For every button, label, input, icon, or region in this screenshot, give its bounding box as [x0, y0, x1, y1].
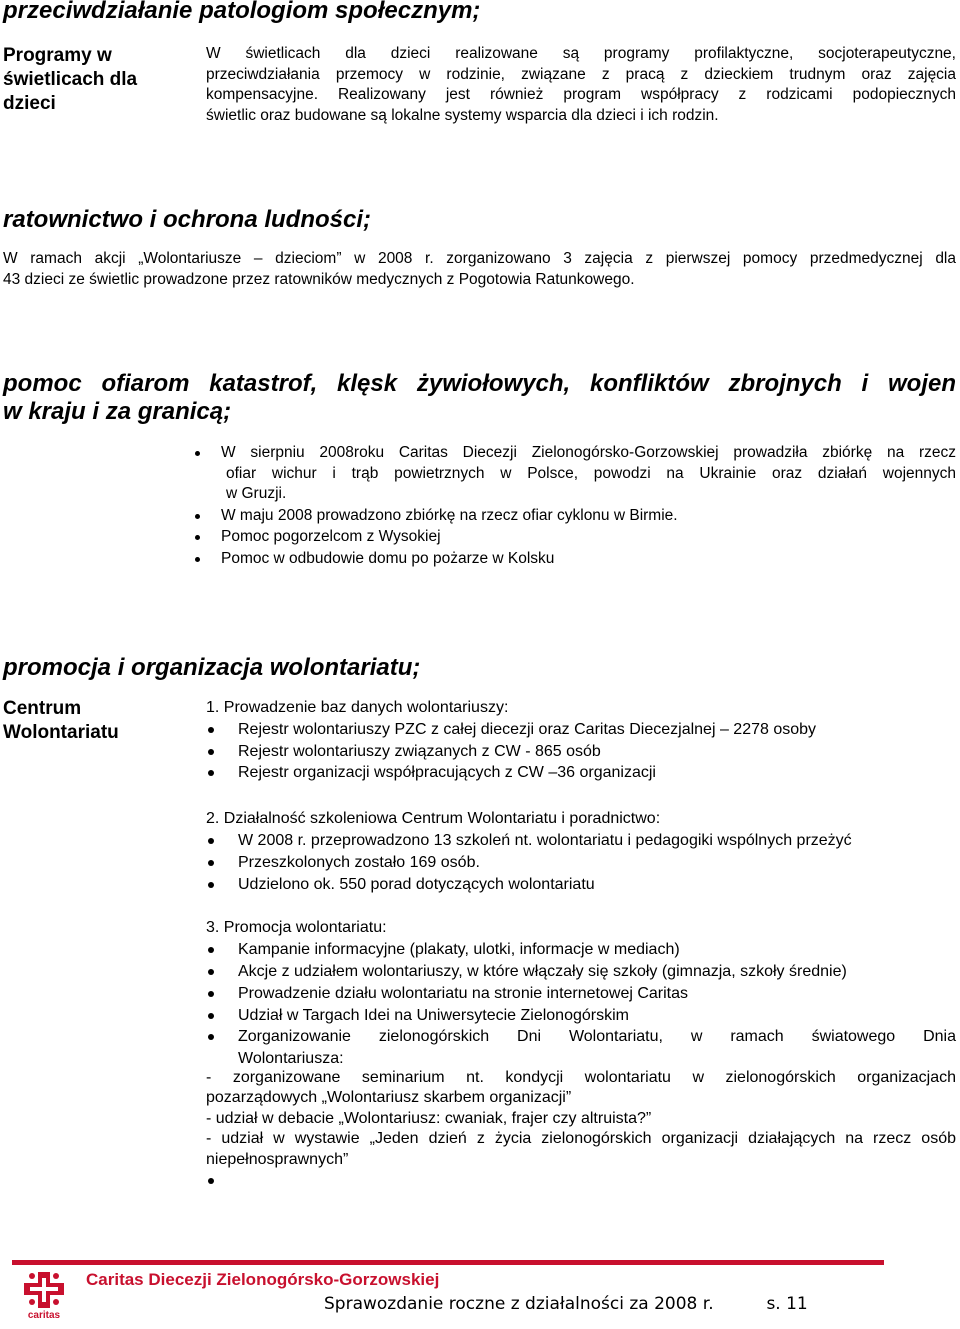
footer-rule	[12, 1260, 884, 1265]
section-heading-patologie: przeciwdziałanie patologiom społecznym;	[3, 0, 481, 24]
list-item: Kampanie informacyjne (plakaty, ulotki, informacje w mediach)	[206, 939, 956, 961]
bullet-icon	[208, 1013, 214, 1019]
bullet-icon	[195, 535, 200, 540]
list-item	[221, 527, 956, 548]
section-label-swietlice: Programy w świetlicach dla dzieci	[3, 45, 138, 114]
dash-line: - udział w debacie „Wolontariusz: cwaniak, frajer czy altruista?”	[206, 1109, 652, 1127]
dash-line: - zorganizowane seminarium nt. kondycji wolontariatu w zielonogórskich organizacjach	[206, 1068, 956, 1086]
dash-line: niepełnosprawnych”	[206, 1150, 349, 1168]
ratownictwo-paragraph	[3, 249, 956, 290]
group-title: 1. Prowadzenie baz danych wolontariuszy:	[206, 699, 509, 716]
bullet-icon	[195, 557, 200, 562]
list-item-line: w Gruzji.	[226, 485, 287, 502]
promocja-content	[206, 697, 956, 1192]
bullet-icon	[208, 770, 214, 776]
list-item	[221, 506, 956, 527]
list-item-line: Wolontariusza:	[238, 1050, 344, 1068]
paragraph-line: świetlic oraz budowane są lokalne systemy wsparcia dla dzieci i ich rodzin.	[206, 106, 719, 124]
dash-list	[206, 1068, 956, 1170]
list-item-line: W sierpniu 2008roku Caritas Diecezji Zielonogórsko-Gorzowskiej prowadziła zbiórkę na rzecz	[221, 444, 956, 461]
paragraph-line: przeciwdziałania przemocy w rodzinie, związane z pracą z dzieckiem trudnym oraz zajęcia	[206, 65, 956, 83]
logo-text: caritas	[27, 1310, 61, 1321]
page-number: s. 11	[766, 1294, 808, 1314]
pomoc-list	[221, 443, 956, 569]
list-item-line: Zorganizowanie zielonogórskich Dni Wolontariatu, w ramach światowego Dnia	[238, 1028, 956, 1046]
bullet-icon	[208, 1034, 214, 1040]
list-item: Udzielono ok. 550 porad dotyczących wolontariatu	[206, 874, 956, 896]
dash-line: - udział w wystawie „Jeden dzień z życia zielonogórskich organizacji działających na rzecz osób	[206, 1130, 956, 1148]
group-title: 3. Promocja wolontariatu:	[206, 919, 387, 937]
bullet-icon	[208, 749, 214, 755]
section-heading-promocja: promocja i organizacja wolontariatu;	[3, 654, 421, 681]
bullet-icon	[208, 727, 214, 733]
paragraph-line: 43 dzieci ze świetlic prowadzone przez ratowników medycznych z Pogotowia Ratunkowego.	[3, 270, 635, 288]
report-title: Sprawozdanie roczne z działalności za 2008 r.	[324, 1294, 714, 1314]
swietlice-paragraph	[206, 44, 956, 126]
paragraph-line: W świetlicach dla dzieci realizowane są programy profilaktyczne, socjoterapeutyczne,	[206, 45, 956, 62]
bullet-icon	[208, 1178, 214, 1184]
heading-line: pomoc ofiarom katastrof, klęsk żywiołowych, konfliktów zbrojnych i wojen	[3, 370, 956, 397]
dash-line: pozarządowych „Wolontariusz skarbem organizacji”	[206, 1089, 572, 1107]
list-item-line: ofiar wichur i trąb powietrznych w Polsce, powodzi na Ukrainie oraz działań wojennych	[226, 464, 956, 482]
section-heading-pomoc	[3, 370, 956, 426]
list-item: Rejestr organizacji współpracujących z CW –36 organizacji	[206, 762, 956, 784]
bullet-icon	[208, 838, 214, 844]
list-item: Rejestr wolontariuszy związanych z CW - 865 osób	[206, 741, 956, 763]
list-item: Akcje z udziałem wolontariuszy, w które włączały się szkoły (gimnazja, szkoły średnie)	[206, 961, 956, 983]
footer-org-name: Caritas Diecezji Zielonogórsko-Gorzowskiej	[86, 1270, 440, 1289]
list-item-line: Pomoc w odbudowie domu po pożarze w Kolsku	[221, 549, 555, 567]
section-heading-ratownictwo: ratownictwo i ochrona ludności;	[3, 206, 372, 233]
bullet-icon	[195, 514, 200, 519]
bullet-icon	[208, 860, 214, 866]
bullet-icon	[208, 991, 214, 997]
bullet-icon	[195, 451, 200, 456]
group-title: 2. Działalność szkoleniowa Centrum Wolontariatu i poradnictwo:	[206, 810, 661, 828]
bullet-icon	[208, 969, 214, 975]
paragraph-line: kompensacyjne. Realizowany jest również program współpracy z rodzicami podopiecznych	[206, 86, 956, 103]
footer-report	[324, 1294, 808, 1314]
bullet-icon	[208, 947, 214, 953]
list-item-empty	[206, 1170, 956, 1192]
paragraph-line: W ramach akcji „Wolontariusze – dzieciom” w 2008 r. zorganizowano 3 zajęcia z pierwszej pomocy przedmedycznej dla	[3, 250, 956, 267]
list-item	[221, 443, 956, 505]
heading-line: w kraju i za granicą;	[3, 398, 232, 425]
section-label-centrum: Centrum Wolontariatu	[3, 698, 119, 743]
list-item: W 2008 r. przeprowadzono 13 szkoleń nt. wolontariatu i pedagogiki wspólnych przeżyć	[206, 830, 956, 852]
list-item-line: Pomoc pogorzelcom z Wysokiej	[221, 528, 441, 545]
list-item: Prowadzenie działu wolontariatu na stronie internetowej Caritas	[206, 983, 956, 1005]
list-item	[206, 1026, 956, 1070]
list-item: Przeszkolonych zostało 169 osób.	[206, 852, 956, 874]
list-item: Udział w Targach Idei na Uniwersytecie Zielonogórskim	[206, 1005, 956, 1027]
list-item	[221, 549, 956, 570]
list-item: Rejestr wolontariuszy PZC z całej diecezji oraz Caritas Diecezjalnej – 2278 osoby	[206, 719, 956, 741]
list-item-line: W maju 2008 prowadzono zbiórkę na rzecz ofiar cyklonu w Birmie.	[221, 506, 678, 524]
bullet-icon	[208, 882, 214, 888]
caritas-logo	[20, 1270, 68, 1324]
